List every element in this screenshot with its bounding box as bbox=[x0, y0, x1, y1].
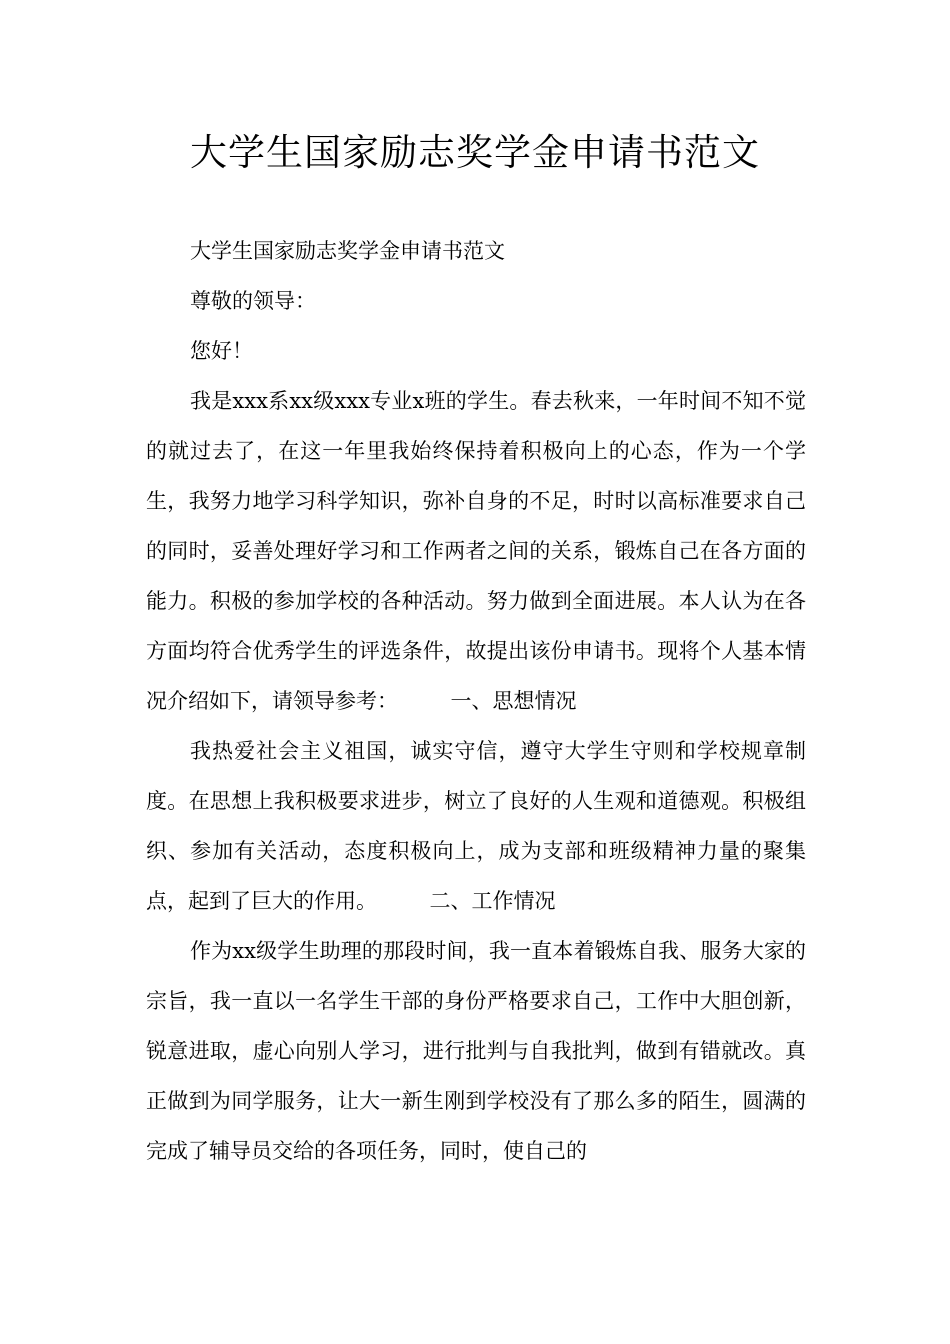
greeting-paragraph: 您好！ bbox=[190, 339, 253, 363]
work-paragraph: 作为xx级学生助理的那段时间，我一直本着锻炼自我、服务大家的宗旨，我一直以一名学生干部的身份严格要求自己，工作中大胆创新，锐意进取，虚心向别人学习，进行批判与自我批判，做到有错就改。真正做到为同学服务，让大一新生刚到学校没有了那么多的陌生，圆满的完成了辅导员交给的各项任务，同时，使自己的 bbox=[146, 939, 806, 1163]
document-title: 大学生国家励志奖学金申请书范文 bbox=[190, 131, 760, 174]
document-body bbox=[146, 226, 806, 1176]
salutation-paragraph: 尊敬的领导： bbox=[190, 289, 316, 313]
subtitle-paragraph: 大学生国家励志奖学金申请书范文 bbox=[190, 239, 505, 263]
intro-paragraph: 我是xxx系xx级xxx专业x班的学生。春去秋来，一年时间不知不觉的就过去了，在这一年里我始终保持着积极向上的心态，作为一个学生，我努力地学习科学知识，弥补自身的不足，时时以高标准要求自己的同时，妥善处理好学习和工作两者之间的关系，锻炼自己在各方面的能力。积极的参加学校的各种活动。努力做到全面进展。本人认为在各方面均符合优秀学生的评选条件，故提出该份申请书。现将个人基本情况介绍如下，请领导参考： 一、思想情况 bbox=[146, 389, 806, 713]
ideology-paragraph: 我热爱社会主义祖国，诚实守信，遵守大学生守则和学校规章制度。在思想上我积极要求进步，树立了良好的人生观和道德观。积极组织、参加有关活动，态度积极向上，成为支部和班级精神力量的聚集点，起到了巨大的作用。 二、工作情况 bbox=[146, 739, 806, 913]
